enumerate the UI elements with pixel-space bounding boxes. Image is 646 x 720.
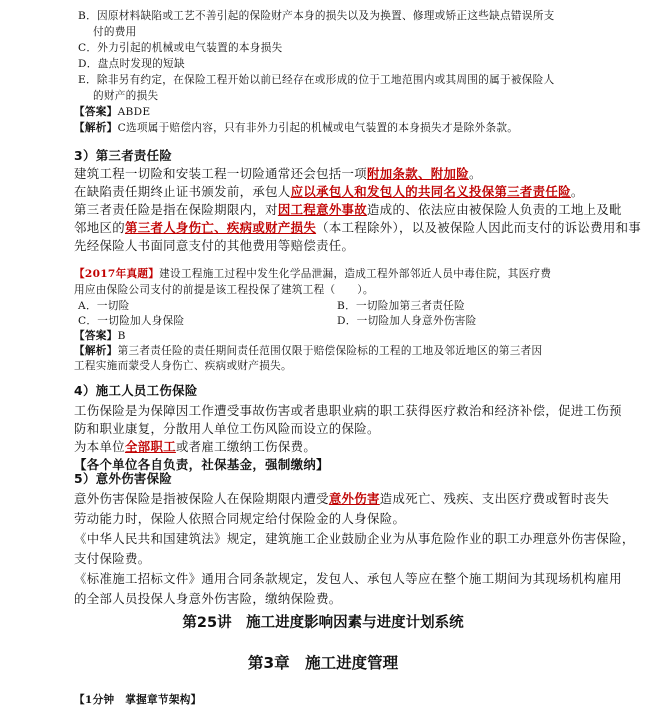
option-b-line1: B．因原材料缺陷或工艺不善引起的保险财产本身的损失以及为换置、修理或矫正这些缺点错误所支 [78,10,555,22]
highlight-additional-clause: 附加条款、附加险 [367,166,469,181]
option-d: D．盘点时发现的短缺 [78,58,185,70]
highlight-joint-insurance: 应以承包人和发包人的共同名义投保第三者责任险 [290,184,571,199]
minute-structure-heading: 【1分钟 掌握章节架构】 [74,694,202,706]
analysis-label: 【解析】 [74,122,118,134]
option-e-line1: E．除非另有约定，在保险工程开始以前已经存在或形成的位于工地范围内或其周围的属于被保险人 [78,74,555,86]
workers-injury-para2: 防和职业康复，分散用人单位工伤风险而设立的保险。 [74,421,380,436]
accident-para6: 的全部人员投保人身意外伤害险，缴纳保险费。 [74,591,342,606]
third-party-para1: 建筑工程一切险和安装工程一切险通常还会包括一项附加条款、附加险。 [74,166,482,181]
section-heading-accident: 5）意外伤害保险 [74,471,173,486]
accident-para1: 意外伤害保险是指被保险人在保险期限内遭受意外伤害造成死亡、残疾、支出医疗费或暂时丧失 [74,491,610,506]
option-e-line2: 的财产的损失 [93,90,159,102]
exam-tag: 【2017年真题】 [74,268,160,280]
accident-para5: 《标准施工招标文件》通用合同条款规定，发包人、承包人等应在整个施工期间为其现场机构雇用 [74,571,622,586]
workers-injury-para3: 为本单位全部职工或者雇工缴纳工伤保费。 [74,439,317,454]
exam-option-d: D．一切险加人身意外伤害险 [337,315,477,327]
accident-para2: 劳动能力时，保险人依照合同规定给付保险金的人身保险。 [74,511,406,526]
exam-analysis-line1: 【解析】第三者责任险的责任期间责任范围仅限于赔偿保险标的工程的工地及邻近地区的第三者因 [74,345,543,357]
third-party-para2: 在缺陷责任期终止证书颁发前，承包人应以承包人和发包人的共同名义投保第三者责任险。 [74,184,584,199]
third-party-para4: 邻地区的第三者人身伤亡、疾病或财产损失（本工程除外），以及被保险人因此而支付的诉讼费用和事 [74,220,642,235]
exam-answer-value: B [117,330,126,342]
answer-value: ABDE [117,106,151,118]
highlight-accident: 因工程意外事故 [277,202,368,217]
option-b-line2: 付的费用 [93,26,137,38]
accident-para4: 支付保险费。 [74,551,151,566]
answer-label: 【答案】 [74,106,118,118]
third-party-para5: 先经保险人书面同意支付的其他费用等赔偿责任。 [74,238,355,253]
exam-analysis-line2: 工程实施而蒙受人身伤亡、疾病或财产损失。 [74,360,292,372]
option-c: C．外力引起的机械或电气装置的本身损失 [78,42,283,54]
exam-option-c: C．一切险加人身保险 [78,315,185,327]
exam-option-b: B．一切险加第三者责任险 [337,300,465,312]
lecture-title: 第25讲 施工进度影响因素与进度计划系统 [182,615,464,631]
exam-option-a: A．一切险 [78,300,130,312]
workers-injury-note: 【各个单位各自负责，社保基金，强制缴纳】 [74,457,329,472]
accident-para3: 《中华人民共和国建筑法》规定，建筑施工企业鼓励企业为从事危险作业的职工办理意外伤害保险， [74,531,635,546]
section-heading-third-party: 3）第三者责任险 [74,148,173,163]
workers-injury-para1: 工伤保险是为保障因工作遭受事故伤害或者患职业病的职工获得医疗救治和经济补偿，促进工伤预 [74,403,622,418]
highlight-all-staff: 全部职工 [124,439,176,454]
exam-question-line1: 【2017年真题】建设工程施工过程中发生化学品泄漏，造成工程外部邻近人员中毒住院，其医疗费 [74,268,552,280]
exam-answer-row: 【答案】B [74,330,126,342]
exam-question-line2: 用应由保险公司支付的前提是该工程投保了建筑工程（ ）。 [74,284,374,296]
section-heading-workers-injury: 4）施工人员工伤保险 [74,383,198,398]
analysis-row [74,120,518,137]
analysis-text: C选项属于赔偿内容，只有非外力引起的机械或电气装置的本身损失才是除外条款。 [117,122,519,134]
answer-row [74,104,150,121]
third-party-para3: 第三者责任险是指在保险期限内，对因工程意外事故造成的、依法应由被保险人负责的工地上及毗 [74,202,622,217]
highlight-accidental-injury: 意外伤害 [328,491,380,506]
chapter-title: 第3章 施工进度管理 [247,654,399,672]
highlight-third-party-injury: 第三者人身伤亡、疾病或财产损失 [124,220,317,235]
